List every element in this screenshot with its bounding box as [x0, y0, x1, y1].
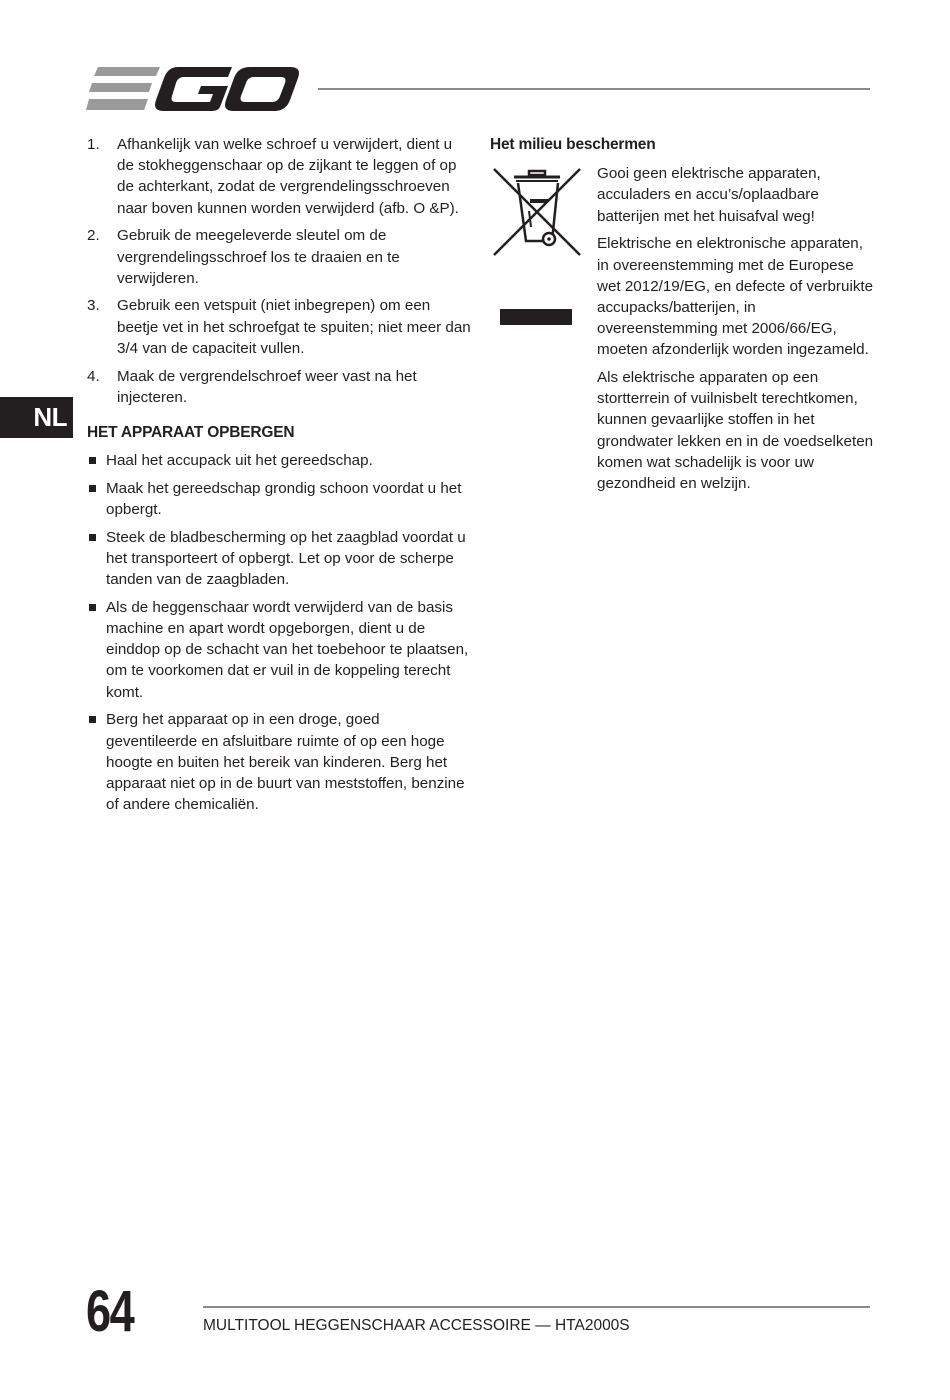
list-item: 1. Afhankelijk van welke schroef u verwijdert, dient u de stokheggenschaar op de zijkant te leggen of op de achterkant, zodat de vergrendelingsschroeven naar boven kunnen worden verwijderd (afb. O &P).	[87, 136, 459, 217]
list-item: 2. Gebruik de meegeleverde sleutel om de vergrendelingsschroef los te draaien en te verwijderen.	[87, 227, 400, 287]
list-item: Maak het gereedschap grondig schoon voordat u het opbergt.	[87, 478, 472, 520]
left-column	[87, 134, 472, 822]
environment-heading: Het milieu beschermen	[490, 136, 656, 153]
environment-paragraph: Gooi geen elektrische apparaten, acculaders en accu’s/oplaadbare batterijen met het huisafval weg!	[597, 165, 821, 225]
page-number: 64	[86, 1279, 134, 1344]
list-item: Haal het accupack uit het gereedschap.	[87, 450, 472, 471]
footer-rule	[203, 1306, 870, 1308]
environment-paragraph: Elektrische en elektronische apparaten, in overeenstemming met de Europese wet 2012/19/EG, en defecte of verbruikte accupacks/batterijen, in overeenstemming met 2006/66/EG, moeten afzonderlijk worden ingezameld.	[597, 235, 874, 359]
steps-list	[87, 134, 472, 408]
footer-title: MULTITOOL HEGGENSCHAAR ACCESSOIRE — HTA2000S	[203, 1317, 630, 1334]
storage-heading: HET APPARAAT OPBERGEN	[87, 423, 295, 441]
bullet-square-icon	[89, 457, 96, 464]
bullet-square-icon	[89, 716, 96, 723]
list-item: Steek de bladbescherming op het zaagblad voordat u het transporteert of opbergt. Let op voor de scherpe tanden van de zaagbladen.	[87, 527, 472, 591]
environment-block	[490, 163, 875, 494]
list-item: Als de heggenschaar wordt verwijderd van de basis machine en apart wordt opgeborgen, dient u de einddop op de schacht van het toebehoor te plaatsen, om te voorkomen dat er vuil in de koppeling terecht komt.	[87, 597, 472, 703]
environment-paragraph: Als elektrische apparaten op een stortterrein of vuilnisbelt terechtkomen, kunnen gevaarlijke stoffen in het grondwater lekken en in de voedselketen komen wat schadelijk is voor uw gezondheid en welzijn.	[597, 369, 874, 493]
list-item: 3. Gebruik een vetspuit (niet inbegrepen) om een beetje vet in het schroefgat te spuiten; niet meer dan 3/4 van de capaciteit vullen.	[87, 297, 471, 357]
storage-list	[87, 450, 472, 815]
environment-text	[597, 163, 875, 494]
right-column	[490, 134, 875, 501]
bullet-square-icon	[89, 485, 96, 492]
language-tab: NL	[0, 397, 73, 438]
header-rule	[318, 88, 870, 90]
crossed-out-wheelie-bin-icon	[490, 163, 586, 327]
list-item: Berg het apparaat op in een droge, goed geventileerde en afsluitbare ruimte of op een hoge hoogte en buiten het bereik van kinderen. Berg het apparaat niet op in de buurt van meststoffen, benzine of andere chemicaliën.	[87, 709, 472, 815]
bullet-square-icon	[89, 534, 96, 541]
bullet-square-icon	[89, 604, 96, 611]
ego-logo	[86, 64, 300, 114]
list-item: 4. Maak de vergrendelschroef weer vast na het injecteren.	[87, 367, 417, 406]
